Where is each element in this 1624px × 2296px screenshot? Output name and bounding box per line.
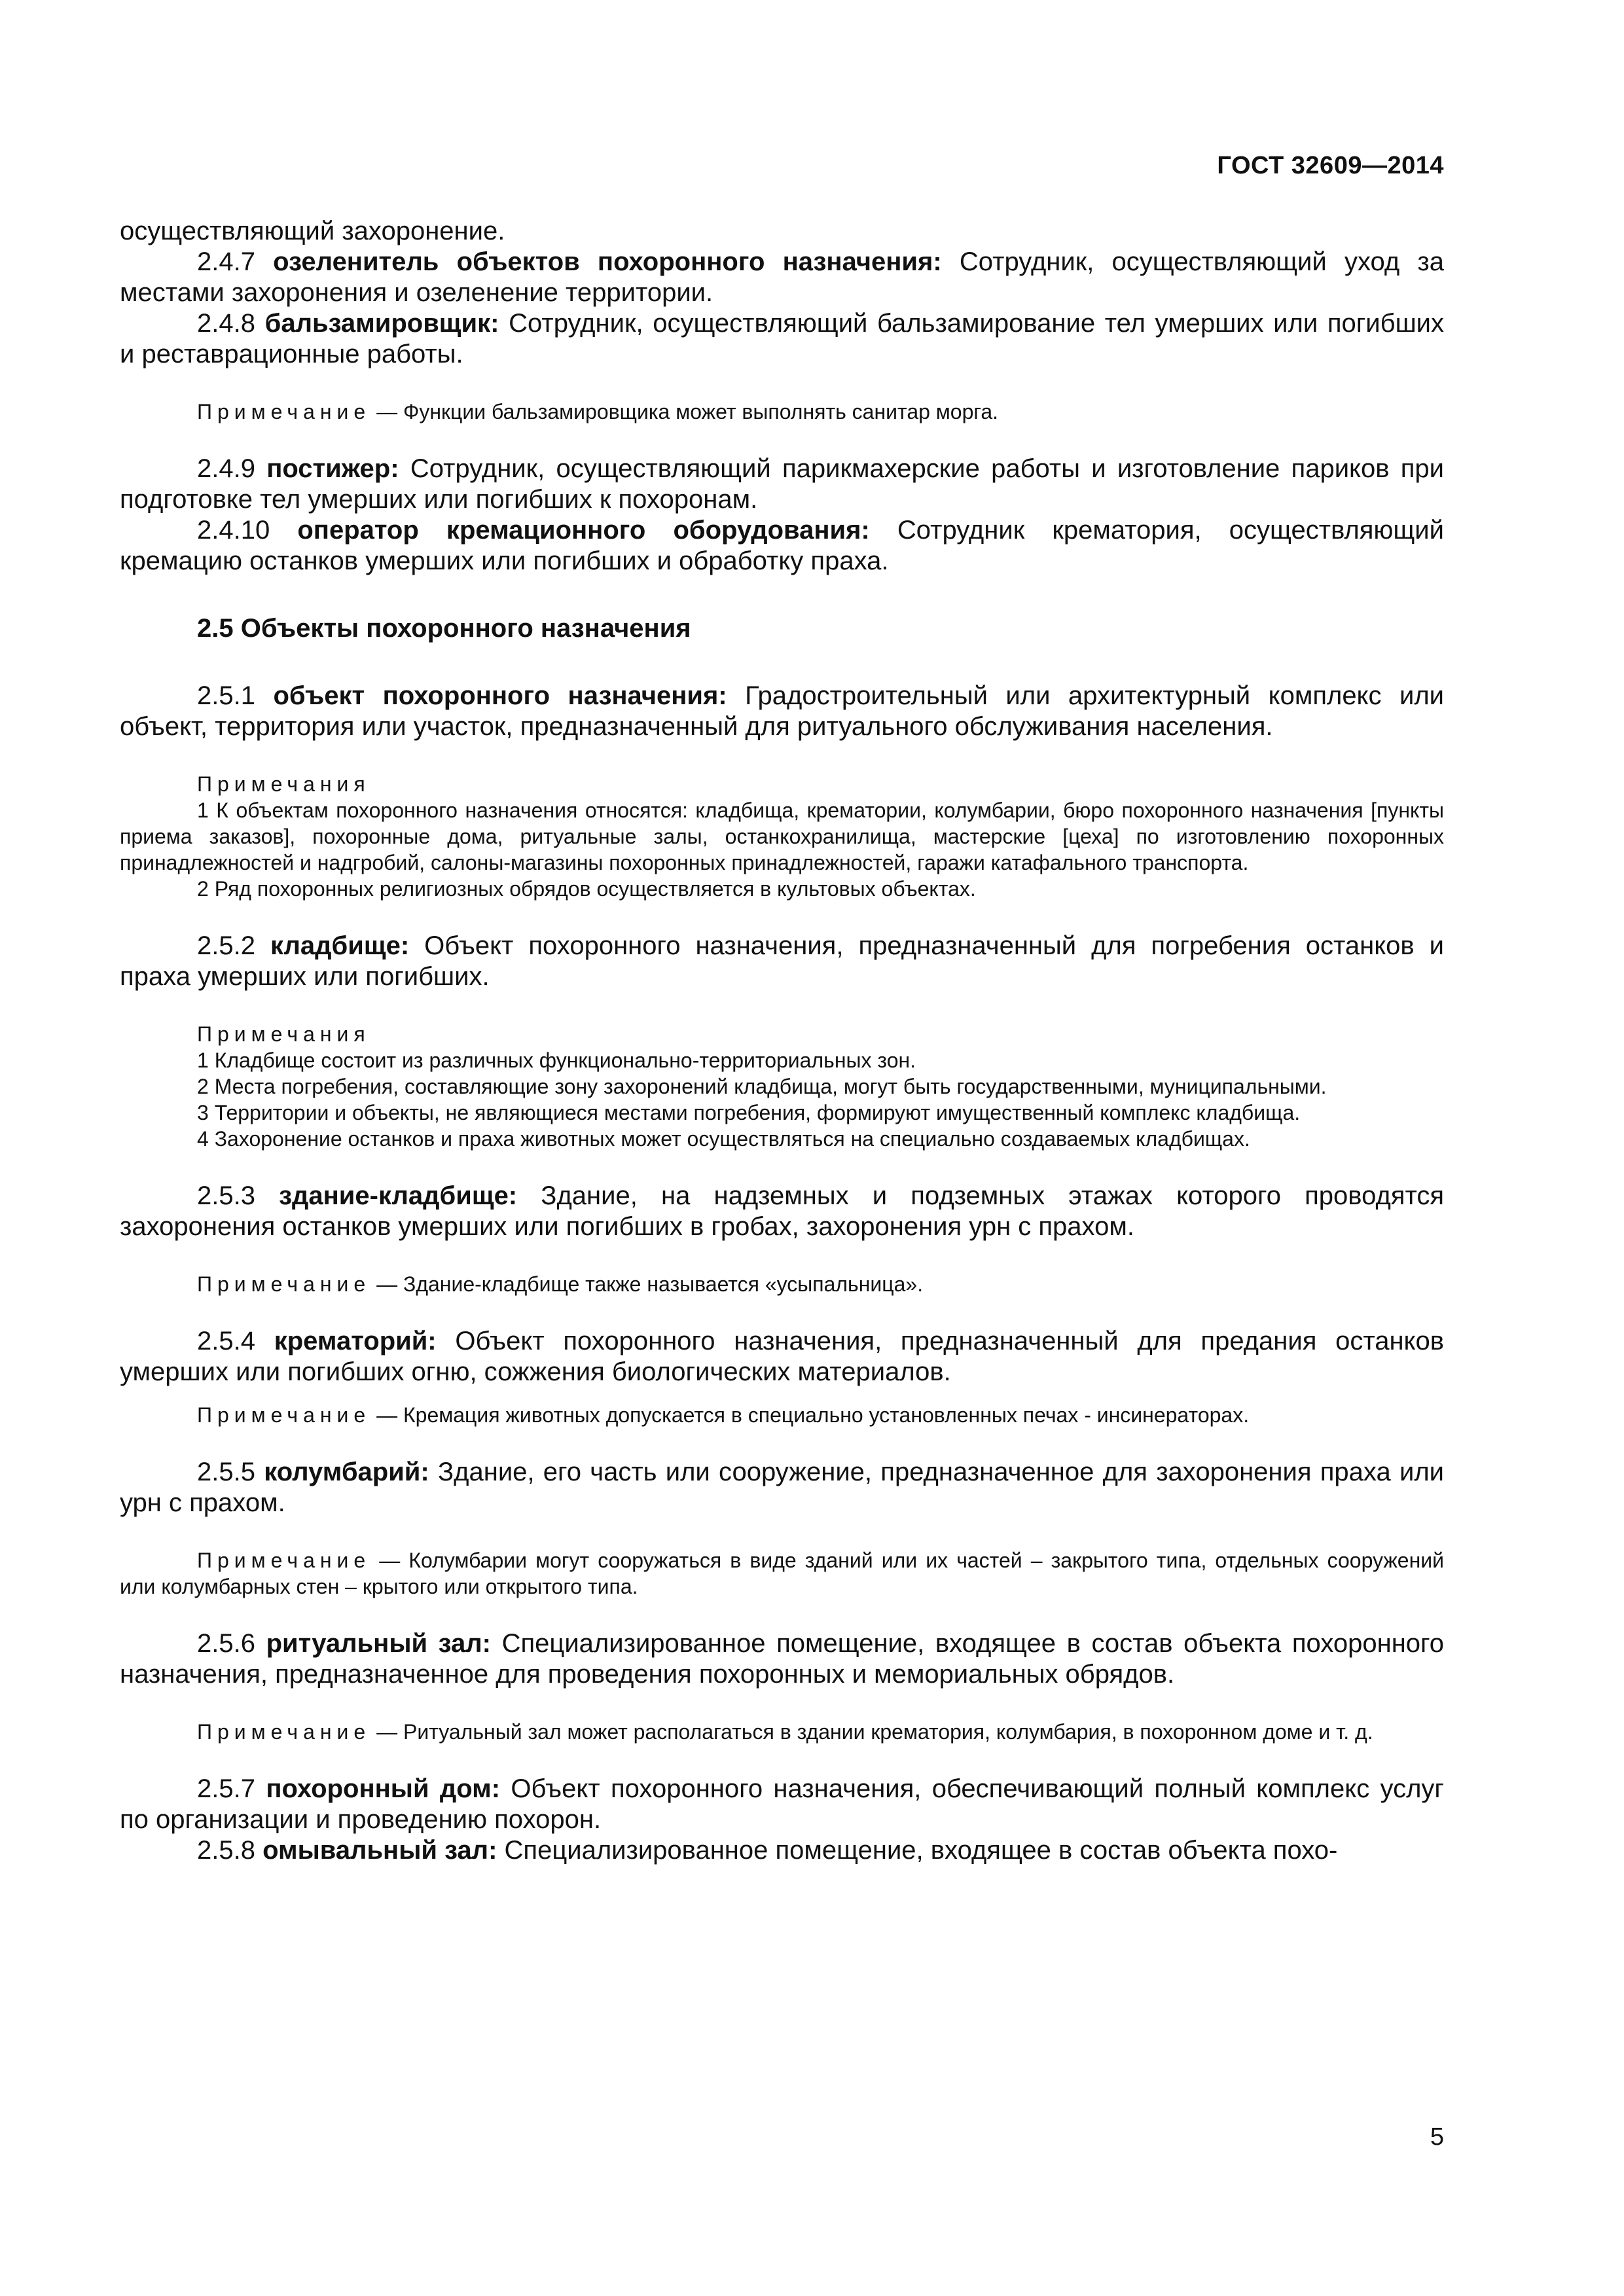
term-definition: Сотрудник, осуществляющий парикмахерские работы и изготовление париков при подготовке тел умерших или погибших к похоронам. <box>120 454 1445 514</box>
note-text: — Функции бальзамировщика может выполнять санитар морга. <box>370 400 999 423</box>
note-2-5-6 <box>120 1719 1444 1745</box>
term-2-4-8: 2.4.8 бальзамировщик: Сотрудник, осуществляющий бальзамирование тел умерших или погибших и реставрационные работы. <box>120 309 1444 368</box>
note-item: 3 Территории и объекты, не являющиеся местами погребения, формируют имущественный комплекс кладбища. <box>197 1101 1301 1124</box>
note-2-4-8 <box>120 399 1444 425</box>
note-label: Примечание <box>197 1549 371 1572</box>
term-name: крематорий: <box>274 1327 437 1355</box>
term-name: озеленитель объектов похоронного назначения: <box>273 247 942 276</box>
note-item: 1 К объектам похоронного назначения относятся: кладбища, крематории, колумбарии, бюро похоронного назначения [пункты приема заказов], похоронные дома, ритуальные залы, останкохранилища, мастерские [цеха] по изготовлению похоронных принадлежностей и надгробий, салоны-магазины похоронных принадлежностей, гаражи катафального транспорта. <box>120 798 1444 874</box>
note-label: Примечание <box>197 1720 371 1744</box>
term-2-4-10: 2.4.10 оператор кремационного оборудования: Сотрудник крематория, осуществляющий кремацию останков умерших или погибших и обработку праха. <box>120 516 1444 575</box>
note-text: — Колумбарии могут сооружаться в виде зданий или их частей – закрытого типа, отдельных сооружений или колумбарных стен – крытого или открытого типа. <box>120 1549 1444 1598</box>
section-heading-2-5: 2.5 Объекты похоронного назначения <box>197 614 691 643</box>
term-definition: Объект похоронного назначения, обеспечивающий полный комплекс услуг по организации и проведению похорон. <box>120 1774 1445 1834</box>
term-name: омывальный зал: <box>262 1836 497 1865</box>
term-2-5-6: 2.5.6 ритуальный зал: Специализированное помещение, входящее в состав объекта похоронного назначения, предназначенное для проведения похоронных и мемориальных обрядов. <box>120 1629 1444 1689</box>
note-2-5-4 <box>120 1402 1444 1428</box>
term-definition: Сотрудник, осуществляющий уход за местами захоронения и озеленение территории. <box>120 247 1444 307</box>
term-2-4-9: 2.4.9 постижер: Сотрудник, осуществляющий парикмахерские работы и изготовление париков при подготовке тел умерших или погибших к похоронам. <box>120 454 1445 514</box>
continued-text: осуществляющий захоронение. <box>120 217 505 245</box>
term-definition: Градостроительный или архитектурный комплекс или объект, территория или участок, предназначенный для ритуального обслуживания населения. <box>120 681 1445 741</box>
note-text: — Здание-кладбище также называется «усыпальница». <box>370 1272 924 1296</box>
term-name: объект похоронного назначения: <box>273 681 727 710</box>
note-text: — Ритуальный зал может располагаться в здании крематория, колумбария, в похоронном доме и т. д. <box>370 1720 1373 1744</box>
term-name: кладбище: <box>270 931 410 960</box>
term-name: оператор кремационного оборудования: <box>297 516 870 545</box>
notes-2-5-1 <box>120 771 1444 902</box>
note-label: Примечание <box>197 1272 371 1296</box>
term-name: похоронный дом: <box>266 1774 501 1803</box>
term-definition: Объект похоронного назначения, предназначенный для предания останков умерших или погибших огню, сожжения биологических материалов. <box>120 1327 1444 1386</box>
note-2-5-5 <box>120 1547 1444 1600</box>
term-2-5-8: 2.5.8 омывальный зал: Специализированное помещение, входящее в состав объекта похо- <box>197 1836 1338 1865</box>
notes-label: Примечания <box>197 1022 370 1046</box>
notes-label: Примечания <box>197 772 370 796</box>
term-name: бальзамировщик: <box>264 309 499 338</box>
note-item: 2 Места погребения, составляющие зону захоронений кладбища, могут быть государственными, муниципальными. <box>197 1075 1327 1098</box>
document-id: ГОСТ 32609—2014 <box>1217 152 1444 179</box>
term-name: ритуальный зал: <box>266 1629 492 1658</box>
term-2-5-7: 2.5.7 похоронный дом: Объект похоронного назначения, обеспечивающий полный комплекс услуг по организации и проведению похорон. <box>120 1774 1445 1834</box>
term-2-5-4: 2.5.4 крематорий: Объект похоронного назначения, предназначенный для предания останков умерших или погибших огню, сожжения биологических материалов. <box>120 1327 1444 1386</box>
term-name: постижер: <box>266 454 399 483</box>
term-definition: Сотрудник крематория, осуществляющий кремацию останков умерших или погибших и обработку праха. <box>120 516 1444 575</box>
term-2-5-5: 2.5.5 колумбарий: Здание, его часть или сооружение, предназначенное для захоронения праха или урн с прахом. <box>120 1458 1445 1517</box>
term-definition: Объект похоронного назначения, предназначенный для погребения останков и праха умерших или погибших. <box>120 931 1444 991</box>
notes-2-5-2 <box>120 1021 1444 1152</box>
term-definition: Сотрудник, осуществляющий бальзамирование тел умерших или погибших и реставрационные работы. <box>120 309 1444 368</box>
term-definition: Здание, на надземных и подземных этажах которого проводятся захоронения останков умерших или погибших в гробах, захоронения урн с прахом. <box>120 1181 1444 1241</box>
note-label: Примечание <box>197 400 371 423</box>
term-2-5-1: 2.5.1 объект похоронного назначения: Градостроительный или архитектурный комплекс или объект, территория или участок, предназначенный для ритуального обслуживания населения. <box>120 681 1445 741</box>
term-name: колумбарий: <box>264 1458 429 1486</box>
term-definition: Специализированное помещение, входящее в состав объекта похоронного назначения, предназначенное для проведения похоронных и мемориальных обрядов. <box>120 1629 1444 1689</box>
note-item: 2 Ряд похоронных религиозных обрядов осуществляется в культовых объектах. <box>197 877 976 901</box>
page-content <box>120 216 1444 1866</box>
term-definition: Здание, его часть или сооружение, предназначенное для захоронения праха или урн с прахом. <box>120 1458 1445 1517</box>
note-text: — Кремация животных допускается в специально установленных печах - инсинераторах. <box>370 1403 1250 1427</box>
note-item: 4 Захоронение останков и праха животных может осуществляться на специально создаваемых кладбищах. <box>197 1127 1250 1151</box>
term-2-5-3: 2.5.3 здание-кладбище: Здание, на надземных и подземных этажах которого проводятся захоронения останков умерших или погибших в гробах, захоронения урн с прахом. <box>120 1181 1444 1241</box>
page-number: 5 <box>1430 2123 1444 2151</box>
note-item: 1 Кладбище состоит из различных функционально-территориальных зон. <box>197 1049 916 1072</box>
note-2-5-3 <box>120 1271 1444 1297</box>
term-2-4-7: 2.4.7 озеленитель объектов похоронного назначения: Сотрудник, осуществляющий уход за местами захоронения и озеленение территории. <box>120 247 1444 307</box>
term-definition: Специализированное помещение, входящее в состав объекта похо- <box>497 1836 1338 1865</box>
note-label: Примечание <box>197 1403 371 1427</box>
term-name: здание-кладбище: <box>279 1181 518 1210</box>
term-2-5-2: 2.5.2 кладбище: Объект похоронного назначения, предназначенный для погребения останков и праха умерших или погибших. <box>120 931 1444 991</box>
